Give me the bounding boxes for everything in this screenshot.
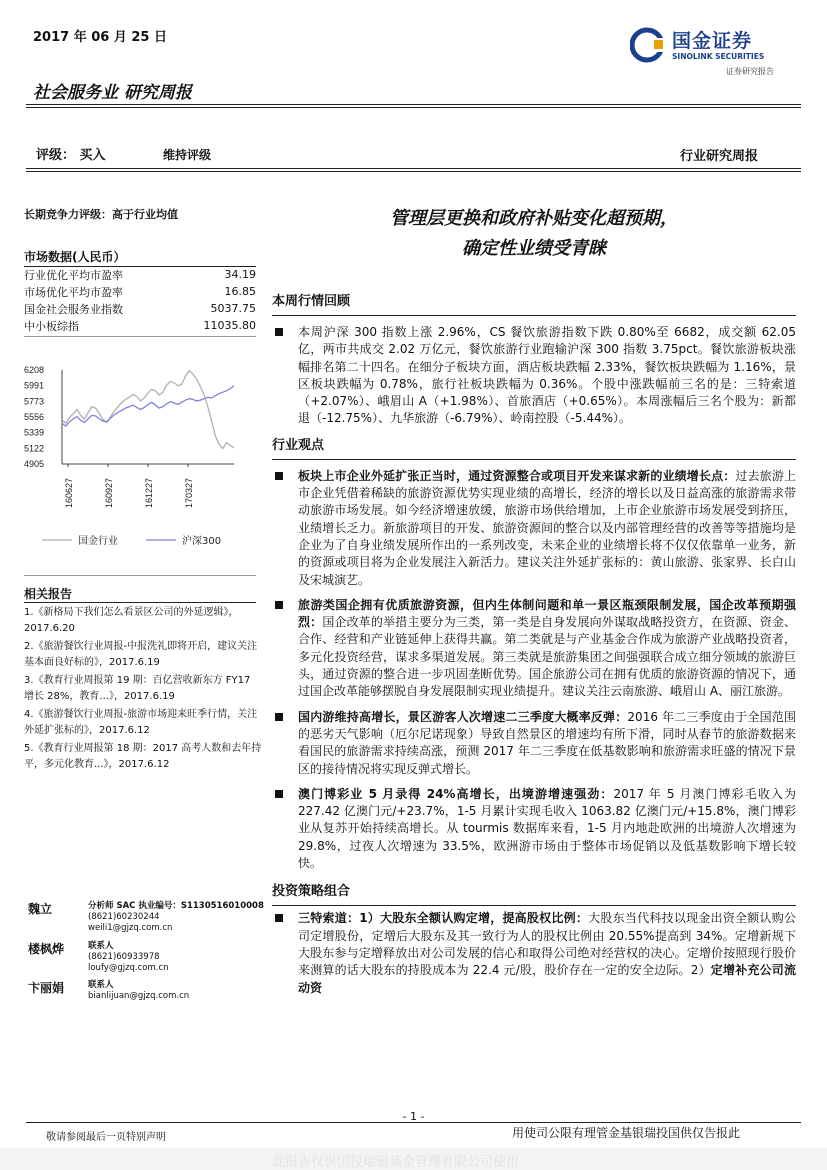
- analyst-name: 卞丽娟: [28, 981, 65, 995]
- related-report-item[interactable]: 1.《新格局下我们怎么看景区公司的外延逻辑》，2017.6.20: [24, 607, 239, 634]
- bullet-paragraph: 国内游维持高增长，景区游客人次增速二三季度大概率反弹：2016 年二三季度由于全国范围的恶劣天气影响（厄尔尼诺现象）导致自然景区的增速均有所下滑，同时从春节的旅游数据来看国民的旅游需求持续高涨，预测 2017 年二三季度在低基数影响和旅游需求旺盛的情况下景区的接待情况将实现反弹式增长。: [272, 709, 796, 778]
- main-content: [272, 290, 796, 997]
- logo-en: SINOLINK SECURITIES: [672, 52, 765, 61]
- section-title: 投资策略组合: [272, 884, 351, 900]
- related-report-item[interactable]: 4.《旅游餐饮行业周报-旅游市场迎来旺季行情，关注外延扩张标的》，2017.6.12: [24, 709, 258, 736]
- logo-cn: 国金证券: [672, 30, 753, 52]
- analyst-info: 联系人 bianlijuan@gjzq.com.cn: [88, 980, 190, 1001]
- bullet-square-icon: [275, 601, 283, 609]
- bullet-paragraph: 三特索道：1）大股东全额认购定增，提高股权比例：大股东当代科技以现金出资全额认购公司定增股份，定增后大股东及其一致行为人的股权比例由 20.55%提高到 34%。定增新规下大股东参与定增释放出对公司发展的信心和取得公司绝对经营权的决心。定增价按照现行股价来测算的话大股东的持股成本为 22.4 元/股，股价存在一定的安全边际。2）定增补充公司流动资: [272, 910, 796, 996]
- bullet-square-icon: [275, 328, 283, 336]
- market-row: 行业优化平均市盈率 34.19: [24, 268, 256, 282]
- series-line-industry: [62, 371, 234, 449]
- sinolink-logo-icon: [630, 24, 666, 66]
- related-reports-title: 相关报告: [24, 587, 73, 601]
- report-title: 社会服务业 研究周报: [33, 83, 192, 103]
- legend-label: 国金行业: [78, 536, 118, 547]
- sidebar: [24, 206, 256, 222]
- bullet-paragraph: 本周沪深 300 指数上涨 2.96%，CS 餐饮旅游指数下跌 0.80%至 6682，成交额 62.05 亿，两市共成交 2.02 万亿元，餐饮旅游行业跑输沪深 300 指数 3.75pct。餐饮旅游板块涨幅排名第二十四名。在细分子板块方面，酒店板块跌幅 2.33%，餐饮板块跌幅为 1.16%，景区板块跌幅为 0.78%，旅行社板块跌幅为 0.36%。个股中涨跌幅前三名的是：三特索道（+2.07%）、峨眉山 A（+1.98%）、首旅酒店（+0.65%）。本周涨幅后三名个股为：新都退（-12.75%）、九华旅游（-6.79%）、岭南控股（-5.44%）。: [272, 324, 796, 428]
- footer-disclaimer: 敬请参阅最后一页特别声明: [46, 1132, 166, 1143]
- analyst-info: 联系人 (8621)60933978 loufy@gjzq.com.cn: [88, 941, 169, 973]
- bullet-square-icon: [275, 790, 283, 798]
- market-data-table: [24, 266, 256, 334]
- analyst-info: 分析师 SAC 执业编号：S1130516010008 (8621)60230244 weili1@gjzq.com.cn: [88, 901, 264, 933]
- bullet-paragraph: 澳门博彩业 5 月录得 24%高增长，出境游增速强劲：2017 年 5 月澳门博彩毛收入为 227.42 亿澳门元/+23.7%，1-5 月累计实现毛收入 1063.82 亿澳门元/+15.8%，澳门博彩业从复苏开始持续高增长。从 tourmis 数据库来看，1-5 月内地赴欧洲的出境游人次增速为 29.8%，过夜人次增速为 33.5%，欧洲游市场由于整体市场促销以及低基数影响下增长较快。: [272, 786, 796, 872]
- y-tick-label: 4905: [24, 459, 45, 469]
- x-tick-label: 160927: [104, 477, 114, 508]
- analyst-name: 楼枫烨: [28, 942, 65, 956]
- index-line-chart: [22, 360, 238, 552]
- headline: 管理层更换和政府补贴变化超预期， 确定性业绩受青睐: [390, 208, 678, 259]
- long-term-rating: 长期竞争力评级：高于行业均值: [24, 208, 178, 221]
- legend-label: 沪深300: [182, 536, 222, 547]
- section-title: 本周行情回顾: [272, 294, 351, 309]
- market-data-title: 市场数据(人民币）: [24, 250, 126, 264]
- page-number: - 1 -: [402, 1110, 425, 1123]
- watermark: 此报告仅供国投瑞银基金管理有限公司使用: [272, 1155, 520, 1170]
- y-tick-label: 5773: [24, 396, 45, 407]
- rating-note: 维持评级: [163, 148, 212, 162]
- y-tick-label: 6208: [24, 365, 45, 375]
- y-tick-label: 5339: [24, 427, 45, 438]
- rating: 评级： 买入: [36, 148, 106, 163]
- bullet-paragraph: 板块上市企业外延扩张正当时，通过资源整合或项目开发来谋求新的业绩增长点：过去旅游上市企业凭借着稀缺的旅游资源优势实现业绩的高增长，经济的增长以及日益高涨的旅游需求带动旅游市场发展。如今经济增速放缓，旅游市场供给增加，上市企业旅游市场发展受到挤压，业绩增长乏力。新旅游项目的开发、旅游资源间的整合以及内部管理经营的改善等等措施均是企业为了自身业绩发展所作出的一系列改变，未来企业的业绩增长将不仅仅依靠单一业务，新的资源或项目将为企业发展注入新活力。建议关注外延扩张标的：黄山旅游、张家界、长白山及宋城演艺。: [272, 468, 796, 589]
- footer-notice: 用使司公限有理管金基银瑞投国供仅告报此: [512, 1126, 741, 1140]
- bullet-square-icon: [275, 914, 283, 922]
- report-type: 行业研究周报: [680, 149, 759, 164]
- x-tick-label: 161227: [144, 477, 154, 508]
- y-tick-label: 5122: [24, 443, 45, 454]
- bullet-square-icon: [275, 472, 283, 480]
- report-date: 2017 年 06 月 25 日: [33, 30, 167, 45]
- y-tick-label: 5556: [24, 412, 45, 422]
- market-row: 中小板综指 11035.80: [24, 319, 256, 333]
- bullet-paragraph: 旅游类国企拥有优质旅游资源，但内生体制问题和单一景区瓶颈限制发展，国企改革预期强烈：国企改革的举措主要分为三类，第一类是自身发展向外谋取战略投资方，在资源、资金、合作、经营和产业链延伸上获得共赢。第二类就是与产业基金合作成为旅游产业战略投资者，多元化投资经营，谋求多渠道发展。第三类就是旅游集团之间强强联合成立细分领域的旅游巨头，通过资源的整合进一步巩固垄断优势。国企旅游公司在拥有优质的旅游资源的情况下，通过国企改革能够摆脱自身发展限制实现业绩提升。建议关注云南旅游、峨眉山 A、丽江旅游。: [272, 597, 796, 701]
- x-tick-label: 170327: [184, 477, 194, 508]
- market-row: 国金社会服务业指数 5037.75: [24, 302, 256, 316]
- related-report-item[interactable]: 2.《旅游餐饮行业周报-中报洗礼即将开启，建议关注基本面良好标的》，2017.6.19: [24, 641, 258, 668]
- analyst-name: 魏立: [28, 902, 53, 916]
- related-report-item[interactable]: 3.《教育行业周报第 19 期：百亿营收新东方 FY17 增长 28%，教育...》，2017.6.19: [24, 675, 251, 702]
- related-reports-list: [24, 605, 262, 775]
- related-report-item[interactable]: 5.《教育行业周报第 18 期：2017 高考人数和去年持平，多元化教育...》，2017.6.12: [24, 743, 262, 770]
- y-tick-label: 5991: [24, 380, 45, 391]
- market-row: 市场优化平均市盈率 16.85: [24, 285, 256, 299]
- x-tick-label: 160627: [64, 477, 74, 508]
- bullet-square-icon: [275, 713, 283, 721]
- section-title: 行业观点: [272, 437, 325, 453]
- logo-sub: 证券研究报告: [726, 67, 774, 76]
- logo: [630, 20, 800, 82]
